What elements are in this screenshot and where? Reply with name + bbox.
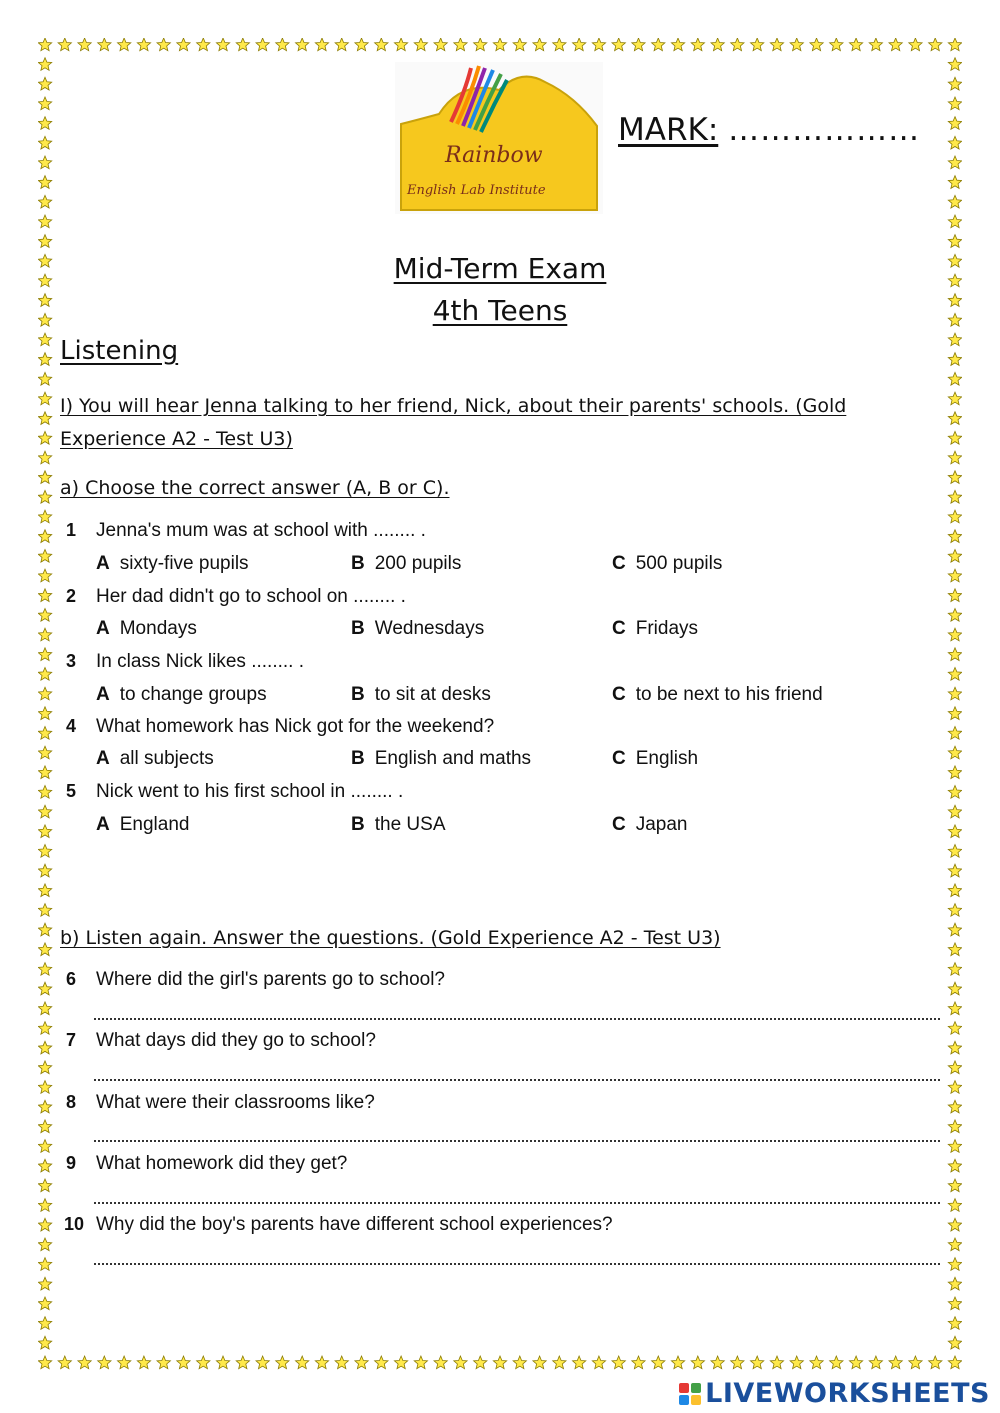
border-star-icon <box>38 136 51 149</box>
border-star-icon <box>948 668 961 681</box>
border-star-icon <box>38 648 51 661</box>
border-star-icon <box>38 215 51 228</box>
option-5b[interactable]: B the USA <box>351 814 446 835</box>
border-star-icon <box>513 1356 526 1369</box>
border-star-icon <box>375 38 388 51</box>
answer-blank[interactable]: ........ <box>373 520 416 541</box>
border-star-icon <box>948 1081 961 1094</box>
border-star-icon <box>38 372 51 385</box>
border-star-icon <box>58 38 71 51</box>
option-1b[interactable]: B 200 pupils <box>351 553 462 574</box>
border-star-icon <box>948 372 961 385</box>
border-star-icon <box>948 530 961 543</box>
border-star-icon <box>948 1356 961 1369</box>
border-star-icon <box>38 766 51 779</box>
border-star-icon <box>948 392 961 405</box>
question-text: Nick went to his first school in ........ . <box>96 781 404 802</box>
border-star-icon <box>948 550 961 563</box>
border-star-icon <box>38 982 51 995</box>
option-4a[interactable]: A all subjects <box>96 748 214 769</box>
option-3b[interactable]: B to sit at desks <box>351 684 491 705</box>
border-star-icon <box>335 1356 348 1369</box>
border-star-icon <box>197 1356 210 1369</box>
part-a-heading: a) Choose the correct answer (A, B or C). <box>60 477 450 499</box>
border-star-icon <box>414 1356 427 1369</box>
question-text: Why did the boy's parents have different school experiences? <box>96 1214 613 1235</box>
border-star-icon <box>948 609 961 622</box>
border-star-icon <box>38 1041 51 1054</box>
border-star-icon <box>38 392 51 405</box>
answer-line-9[interactable] <box>94 1202 940 1204</box>
question-number: 4 <box>66 716 77 736</box>
instruction-1: I) You will hear Jenna talking to her friend, Nick, about their parents' schools. (Gold Experience A2 - Test U3) <box>60 395 847 450</box>
border-star-icon <box>38 97 51 110</box>
border-star-icon <box>948 490 961 503</box>
border-star-icon <box>454 38 467 51</box>
border-star-icon <box>948 805 961 818</box>
border-star-icon <box>948 333 961 346</box>
border-star-icon <box>691 38 704 51</box>
border-star-icon <box>38 1061 51 1074</box>
border-star-icon <box>137 1356 150 1369</box>
border-star-icon <box>948 589 961 602</box>
border-star-icon <box>711 38 724 51</box>
border-star-icon <box>573 1356 586 1369</box>
border-star-icon <box>38 786 51 799</box>
border-star-icon <box>216 38 229 51</box>
border-star-icon <box>493 1356 506 1369</box>
border-star-icon <box>118 1356 131 1369</box>
border-star-icon <box>948 766 961 779</box>
border-star-icon <box>948 77 961 90</box>
question-number: 2 <box>66 586 77 606</box>
border-star-icon <box>948 97 961 110</box>
border-star-icon <box>38 609 51 622</box>
border-star-icon <box>948 1120 961 1133</box>
border-star-icon <box>929 38 942 51</box>
border-star-icon <box>948 1238 961 1251</box>
border-star-icon <box>909 38 922 51</box>
border-star-icon <box>553 38 566 51</box>
border-star-icon <box>474 1356 487 1369</box>
border-star-icon <box>948 746 961 759</box>
border-star-icon <box>948 136 961 149</box>
border-star-icon <box>38 628 51 641</box>
border-star-icon <box>929 1356 942 1369</box>
question-text: What homework did they get? <box>96 1153 348 1174</box>
mark-dots: ……………… <box>728 112 921 148</box>
liveworksheets-logo[interactable] <box>679 1378 990 1409</box>
border-star-icon <box>98 38 111 51</box>
border-star-icon <box>948 156 961 169</box>
option-1a[interactable]: A sixty-five pupils <box>96 553 249 574</box>
border-star-icon <box>612 1356 625 1369</box>
border-star-icon <box>296 38 309 51</box>
exam-subtitle: 4th Teens <box>432 294 568 327</box>
border-star-icon <box>513 38 526 51</box>
border-star-icon <box>948 1336 961 1349</box>
border-star-icon <box>948 707 961 720</box>
border-star-icon <box>38 451 51 464</box>
border-star-icon <box>58 1356 71 1369</box>
border-star-icon <box>38 195 51 208</box>
border-star-icon <box>632 38 645 51</box>
liveworksheets-icon <box>679 1383 701 1405</box>
border-star-icon <box>315 38 328 51</box>
border-star-icon <box>948 431 961 444</box>
border-star-icon <box>790 38 803 51</box>
border-star-icon <box>948 117 961 130</box>
border-star-icon <box>573 38 586 51</box>
question-text: What homework has Nick got for the weekend? <box>96 716 495 737</box>
border-star-icon <box>869 1356 882 1369</box>
border-star-icon <box>38 1022 51 1035</box>
border-star-icon <box>948 1140 961 1153</box>
border-star-icon <box>118 38 131 51</box>
border-star-icon <box>948 235 961 248</box>
border-star-icon <box>454 1356 467 1369</box>
border-star-icon <box>197 38 210 51</box>
border-star-icon <box>38 904 51 917</box>
border-star-icon <box>38 412 51 425</box>
footer-brand-text: LIVEWORKSHEETS <box>705 1378 990 1409</box>
border-star-icon <box>296 1356 309 1369</box>
border-star-icon <box>948 1100 961 1113</box>
border-star-icon <box>948 451 961 464</box>
border-star-icon <box>948 825 961 838</box>
border-star-icon <box>810 1356 823 1369</box>
border-star-icon <box>38 707 51 720</box>
border-star-icon <box>948 845 961 858</box>
border-star-icon <box>38 746 51 759</box>
border-star-icon <box>770 38 783 51</box>
answer-line-7[interactable] <box>94 1079 940 1081</box>
border-star-icon <box>38 1159 51 1172</box>
question-number: 9 <box>66 1153 77 1173</box>
question-number: 5 <box>66 781 77 801</box>
mark-label: MARK: <box>618 112 719 148</box>
border-star-icon <box>38 1100 51 1113</box>
border-star-icon <box>38 1356 51 1369</box>
option-2b[interactable]: B Wednesdays <box>351 618 485 639</box>
border-star-icon <box>38 510 51 523</box>
border-star-icon <box>236 1356 249 1369</box>
border-star-icon <box>38 353 51 366</box>
border-star-icon <box>256 1356 269 1369</box>
border-star-icon <box>889 38 902 51</box>
border-star-icon <box>948 628 961 641</box>
border-star-icon <box>38 1258 51 1271</box>
border-star-icon <box>849 38 862 51</box>
border-star-icon <box>948 176 961 189</box>
option-2a[interactable]: A Mondays <box>96 618 197 639</box>
border-star-icon <box>948 884 961 897</box>
border-star-icon <box>38 569 51 582</box>
border-star-icon <box>533 38 546 51</box>
border-star-icon <box>157 38 170 51</box>
border-star-icon <box>38 825 51 838</box>
border-star-icon <box>38 1002 51 1015</box>
border-star-icon <box>790 1356 803 1369</box>
question-number: 7 <box>66 1030 77 1050</box>
border-star-icon <box>474 38 487 51</box>
question-number: 10 <box>64 1214 85 1234</box>
question-number: 3 <box>66 651 77 671</box>
border-star-icon <box>652 1356 665 1369</box>
logo-subtitle-text: English Lab Institute <box>407 183 546 198</box>
question-text: Jenna's mum was at school with ........ . <box>96 520 426 541</box>
border-star-icon <box>355 1356 368 1369</box>
border-star-icon <box>671 1356 684 1369</box>
border-star-icon <box>38 1297 51 1310</box>
border-star-icon <box>533 1356 546 1369</box>
border-star-icon <box>810 38 823 51</box>
border-star-icon <box>731 1356 744 1369</box>
border-star-icon <box>38 1336 51 1349</box>
border-star-icon <box>78 38 91 51</box>
border-star-icon <box>157 1356 170 1369</box>
answer-line-8[interactable] <box>94 1140 940 1142</box>
border-star-icon <box>394 38 407 51</box>
border-star-icon <box>38 1120 51 1133</box>
border-star-icon <box>948 786 961 799</box>
border-star-icon <box>948 412 961 425</box>
option-4c[interactable]: C English <box>612 748 699 769</box>
border-star-icon <box>948 1317 961 1330</box>
border-star-icon <box>177 1356 190 1369</box>
question-number: 8 <box>66 1092 77 1112</box>
question-text: Her dad didn't go to school on ........ . <box>96 586 406 607</box>
border-star-icon <box>751 38 764 51</box>
answer-blank[interactable]: ........ <box>350 781 393 802</box>
border-star-icon <box>948 943 961 956</box>
border-star-icon <box>948 353 961 366</box>
border-star-icon <box>948 195 961 208</box>
border-star-icon <box>38 490 51 503</box>
answer-line-6[interactable] <box>94 1018 940 1020</box>
border-star-icon <box>38 1277 51 1290</box>
border-star-icon <box>612 38 625 51</box>
border-star-icon <box>38 943 51 956</box>
border-star-icon <box>948 963 961 976</box>
border-star-icon <box>948 864 961 877</box>
border-star-icon <box>38 1179 51 1192</box>
border-star-icon <box>948 1297 961 1310</box>
border-star-icon <box>315 1356 328 1369</box>
border-star-icon <box>38 1140 51 1153</box>
border-star-icon <box>948 648 961 661</box>
question-text: In class Nick likes ........ . <box>96 651 304 672</box>
border-star-icon <box>731 38 744 51</box>
border-star-icon <box>335 38 348 51</box>
border-star-icon <box>38 38 51 51</box>
border-star-icon <box>256 38 269 51</box>
border-star-icon <box>38 963 51 976</box>
border-star-icon <box>948 1179 961 1192</box>
border-star-icon <box>38 1317 51 1330</box>
border-star-icon <box>948 727 961 740</box>
border-star-icon <box>948 1002 961 1015</box>
border-star-icon <box>909 1356 922 1369</box>
question-text: What days did they go to school? <box>96 1030 376 1051</box>
border-star-icon <box>38 1199 51 1212</box>
question-text: What were their classrooms like? <box>96 1092 375 1113</box>
border-star-icon <box>948 1258 961 1271</box>
border-star-icon <box>948 923 961 936</box>
border-star-icon <box>38 156 51 169</box>
option-2c[interactable]: C Fridays <box>612 618 699 639</box>
border-star-icon <box>830 38 843 51</box>
border-star-icon <box>38 727 51 740</box>
border-star-icon <box>830 1356 843 1369</box>
border-star-icon <box>948 1061 961 1074</box>
border-star-icon <box>948 1199 961 1212</box>
border-star-icon <box>78 1356 91 1369</box>
border-star-icon <box>592 1356 605 1369</box>
border-star-icon <box>948 1041 961 1054</box>
border-star-icon <box>849 1356 862 1369</box>
border-star-icon <box>236 38 249 51</box>
border-star-icon <box>38 845 51 858</box>
border-star-icon <box>948 215 961 228</box>
border-star-icon <box>177 38 190 51</box>
border-star-icon <box>414 38 427 51</box>
border-star-icon <box>38 530 51 543</box>
option-3c[interactable]: C to be next to his friend <box>612 684 823 705</box>
border-star-icon <box>869 38 882 51</box>
answer-blank[interactable]: ........ <box>353 586 396 607</box>
answer-blank[interactable]: ........ <box>251 651 294 672</box>
border-star-icon <box>889 1356 902 1369</box>
option-5a[interactable]: A England <box>96 814 190 835</box>
border-star-icon <box>38 923 51 936</box>
border-star-icon <box>948 1218 961 1231</box>
question-number: 1 <box>66 520 77 540</box>
border-star-icon <box>38 864 51 877</box>
border-star-icon <box>948 510 961 523</box>
border-star-icon <box>553 1356 566 1369</box>
border-star-icon <box>38 1218 51 1231</box>
option-3a[interactable]: A to change groups <box>96 684 267 705</box>
border-star-icon <box>632 1356 645 1369</box>
mark-field <box>618 112 920 148</box>
option-1c[interactable]: C 500 pupils <box>612 553 723 574</box>
border-star-icon <box>671 38 684 51</box>
border-star-icon <box>38 58 51 71</box>
part-b-heading: b) Listen again. Answer the questions. (Gold Experience A2 - Test U3) <box>60 927 721 949</box>
border-star-icon <box>38 431 51 444</box>
border-star-icon <box>38 1081 51 1094</box>
border-star-icon <box>434 38 447 51</box>
question-number: 6 <box>66 969 77 989</box>
border-star-icon <box>38 550 51 563</box>
border-star-icon <box>38 884 51 897</box>
school-logo <box>395 62 603 214</box>
border-star-icon <box>38 333 51 346</box>
border-star-icon <box>38 668 51 681</box>
border-star-icon <box>948 1277 961 1290</box>
border-star-icon <box>691 1356 704 1369</box>
border-star-icon <box>493 38 506 51</box>
border-star-icon <box>948 38 961 51</box>
option-4b[interactable]: B English and maths <box>351 748 532 769</box>
border-star-icon <box>948 1159 961 1172</box>
border-star-icon <box>38 176 51 189</box>
border-star-icon <box>434 1356 447 1369</box>
logo-brand-text: Rainbow <box>445 143 543 168</box>
border-star-icon <box>137 38 150 51</box>
border-star-icon <box>948 687 961 700</box>
border-star-icon <box>375 1356 388 1369</box>
border-star-icon <box>98 1356 111 1369</box>
answer-line-10[interactable] <box>94 1263 940 1265</box>
border-star-icon <box>276 1356 289 1369</box>
border-star-icon <box>948 982 961 995</box>
border-star-icon <box>38 589 51 602</box>
border-star-icon <box>38 687 51 700</box>
border-star-icon <box>948 904 961 917</box>
border-star-icon <box>751 1356 764 1369</box>
border-star-icon <box>948 58 961 71</box>
border-star-icon <box>948 471 961 484</box>
section-heading: Listening <box>60 336 179 366</box>
border-star-icon <box>38 235 51 248</box>
border-star-icon <box>770 1356 783 1369</box>
border-star-icon <box>652 38 665 51</box>
border-star-icon <box>355 38 368 51</box>
border-star-icon <box>38 77 51 90</box>
exam-title: Mid-Term Exam <box>393 252 607 285</box>
border-star-icon <box>38 1238 51 1251</box>
border-star-icon <box>948 1022 961 1035</box>
question-text: Where did the girl's parents go to school? <box>96 969 445 990</box>
border-star-icon <box>38 805 51 818</box>
border-star-icon <box>216 1356 229 1369</box>
border-star-icon <box>38 471 51 484</box>
border-star-icon <box>711 1356 724 1369</box>
border-star-icon <box>592 38 605 51</box>
option-5c[interactable]: C Japan <box>612 814 688 835</box>
border-star-icon <box>394 1356 407 1369</box>
border-star-icon <box>38 117 51 130</box>
border-star-icon <box>276 38 289 51</box>
border-star-icon <box>948 569 961 582</box>
